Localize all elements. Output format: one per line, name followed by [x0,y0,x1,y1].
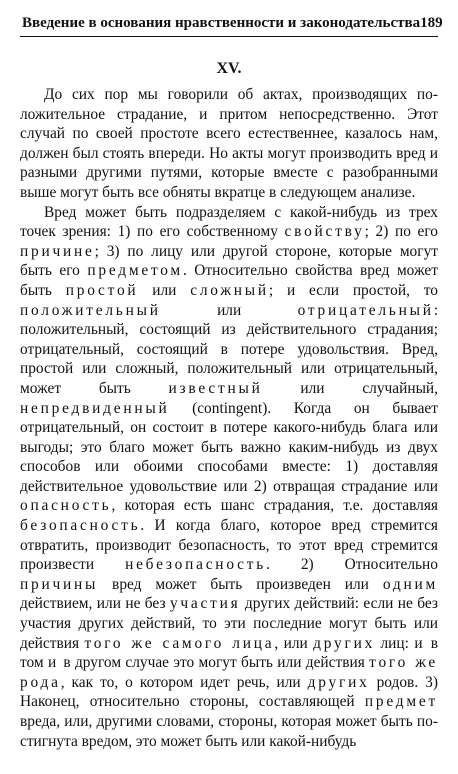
section-number: XV. [216,60,242,77]
emphasized-text: причины [20,575,99,593]
emphasized-text: других [307,673,370,691]
text-run: в другом случае это могут быть или действия [59,654,370,672]
text-run: ; и если простой, то [268,281,438,299]
emphasized-text: участия [169,595,241,613]
body-text [20,85,438,751]
emphasized-text: того же рода [20,654,439,691]
text-run: в том [20,634,439,672]
emphasized-text: одним [382,575,438,593]
page-number: 189 [420,15,443,31]
emphasized-text: и [48,654,60,672]
text-run: вреда, или, другими словами, стороны, которая может быть постигнута вредом, это может быть или какой-нибудь [20,713,438,750]
text-run: или [160,301,298,319]
text-run: : положительный, состоящий из действительного страдания; отрицательный, состоящий в потере удовольствия. Вред, простой или сложный, положительный или отрицательный, может быть [20,301,438,397]
text-run: ; 2) по его [364,223,439,241]
emphasized-text: непредвиденный [20,399,170,417]
emphasized-text: положительный [20,301,161,319]
emphasized-text: простой [65,281,139,299]
text-run: . И когда благо, которое вред стремится отвратить, производит безопасность, то этот вред стремится произвести [20,517,438,574]
emphasized-text: того же самого лица [84,634,275,652]
text-run: До сих пор мы говорили об актах, производящих положительное страдание, и притом непосредственно. Этот случай по своей простоте всего естественнее, казалось нам, должен был стоять впереди. Но акты могут производить вред и разными другими путями, которые вместе с разобранными выше могут быть все обняты вкратце в следующем анализе. [20,86,438,201]
emphasized-text: опасность [20,497,112,515]
emphasized-text: причине [20,242,95,260]
running-head [20,14,443,37]
text-run: , которая есть шанс страдания, т.е. доставляя [111,497,438,515]
text-run: родов. 3) Наконец, относительно стороны, составляющей [20,673,438,711]
text-run: (contingent). Когда он бывает отрицательный, он состоит в потере какого-нибудь блага или выгоды; это благо может быть важно каким-нибудь из двух способов или обоими способами вместе: 1) доставляя действительное удовольствие или 2) отвращая страдание или [20,399,438,495]
emphasized-text: отрицательный [297,301,434,319]
emphasized-text: предмет [364,693,438,711]
text-run: или [138,281,191,299]
running-head-title: Введение в основания нравственности и законодательства [22,15,421,31]
text-run: Вред может быть подразделяем с какой-нибудь из трех точек зрения: 1) по его собственному [20,203,438,241]
text-run: , как то, о котором идет речь, или [60,673,308,691]
emphasized-text: безопасность [20,517,141,535]
paragraph [20,203,438,752]
emphasized-text: сложный [190,281,269,299]
text-run: ; 3) по лицу или другой стороне, которые могут быть его [20,242,438,280]
paragraph [20,85,438,203]
text-run: или случайный, [262,379,438,397]
text-run: . 2) Относительно [266,556,438,574]
text-run: других действий: если не без участия других действий, то эти последние могут быть или действия [20,595,438,652]
emphasized-text: известный [168,379,263,397]
text-run: лиц: [375,634,415,652]
text-run: . Относительно свойства вред может быть [20,262,438,299]
emphasized-text: других [313,634,376,652]
text-run: вред может быть произведен или [98,575,383,593]
emphasized-text: свойству [284,223,365,241]
emphasized-text: и [414,634,426,652]
emphasized-text: предметом [87,262,183,280]
text-run: , или [274,634,314,652]
text-run: действием, или не без [20,595,170,613]
emphasized-text: небезопасность [125,556,267,574]
